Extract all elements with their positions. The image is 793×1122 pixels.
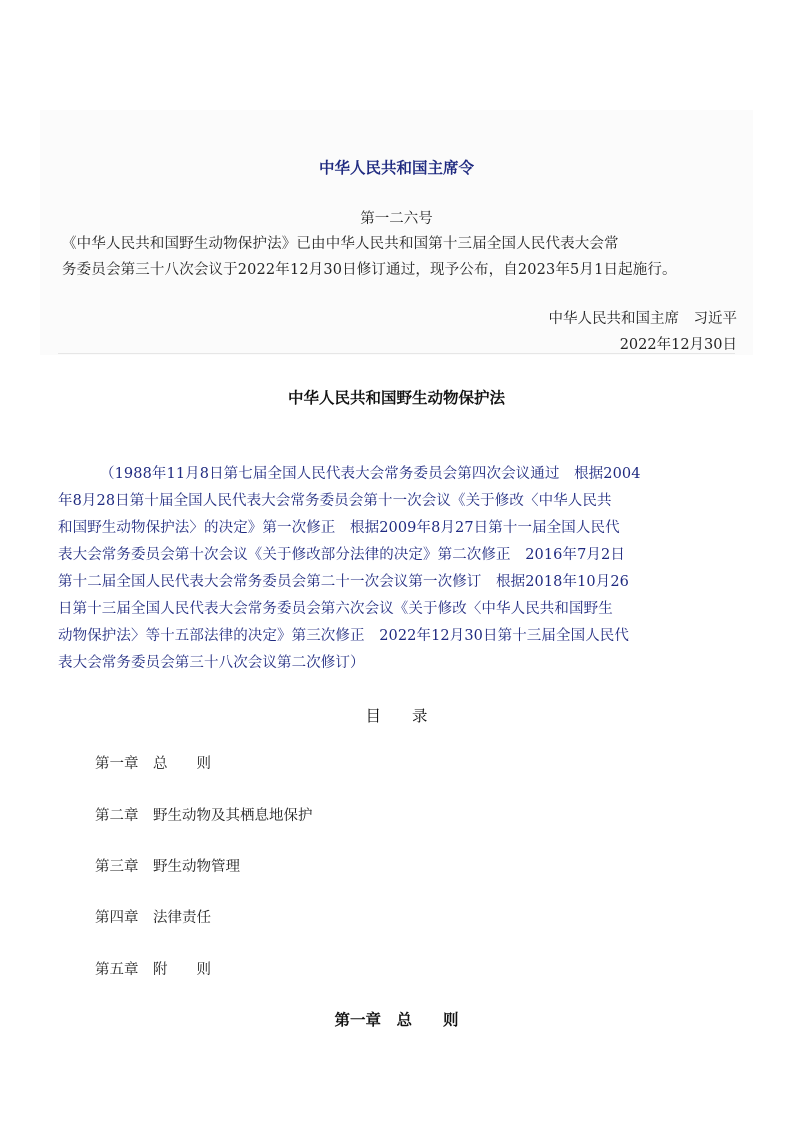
history-line: （1988年11月8日第七届全国人民代表大会常务委员会第四次会议通过 根据2004 [100,466,641,482]
order-date: 2022年12月30日 [619,337,737,353]
order-body-line-2: 务委员会第三十八次会议于2022年12月30日修订通过，现予公布，自2023年5月1日起施行。 [62,262,677,278]
toc-item-chapter-2[interactable]: 第二章 野生动物及其栖息地保护 [95,808,313,824]
order-title: 中华人民共和国主席令 [318,159,474,177]
order-body-line-1: 《中华人民共和国野生动物保护法》已由中华人民共和国第十三届全国人民代表大会常 [62,236,619,252]
chapter-1-heading: 第一章 总 则 [334,1011,459,1029]
history-line: 表大会常务委员会第三十八次会议第二次修订） [58,655,365,671]
section-divider [58,353,735,354]
toc-item-chapter-1[interactable]: 第一章 总 则 [95,756,211,772]
history-line: 表大会常务委员会第十次会议《关于修改部分法律的决定》第二次修正 2016年7月2日 [58,547,625,563]
order-number: 第一二六号 [360,211,433,227]
toc-heading: 目 录 [365,707,428,725]
law-title: 中华人民共和国野生动物保护法 [287,389,505,407]
toc-item-chapter-4[interactable]: 第四章 法律责任 [95,910,211,926]
history-line: 第十二届全国人民代表大会常务委员会第二十一次会议第一次修订 根据2018年10月26 [58,574,629,590]
history-line: 年8月28日第十届全国人民代表大会常务委员会第十一次会议《关于修改〈中华人民共 [58,493,612,509]
toc-item-chapter-5[interactable]: 第五章 附 则 [95,962,211,978]
order-signer: 中华人民共和国主席 习近平 [548,311,737,327]
toc-item-chapter-3[interactable]: 第三章 野生动物管理 [95,859,240,875]
history-line: 动物保护法〉等十五部法律的决定》第三次修正 2022年12月30日第十三届全国人民代 [58,628,629,644]
history-line: 日第十三届全国人民代表大会常务委员会第六次会议《关于修改〈中华人民共和国野生 [58,601,613,617]
history-line: 和国野生动物保护法〉的决定》第一次修正 根据2009年8月27日第十一届全国人民代 [58,520,620,536]
